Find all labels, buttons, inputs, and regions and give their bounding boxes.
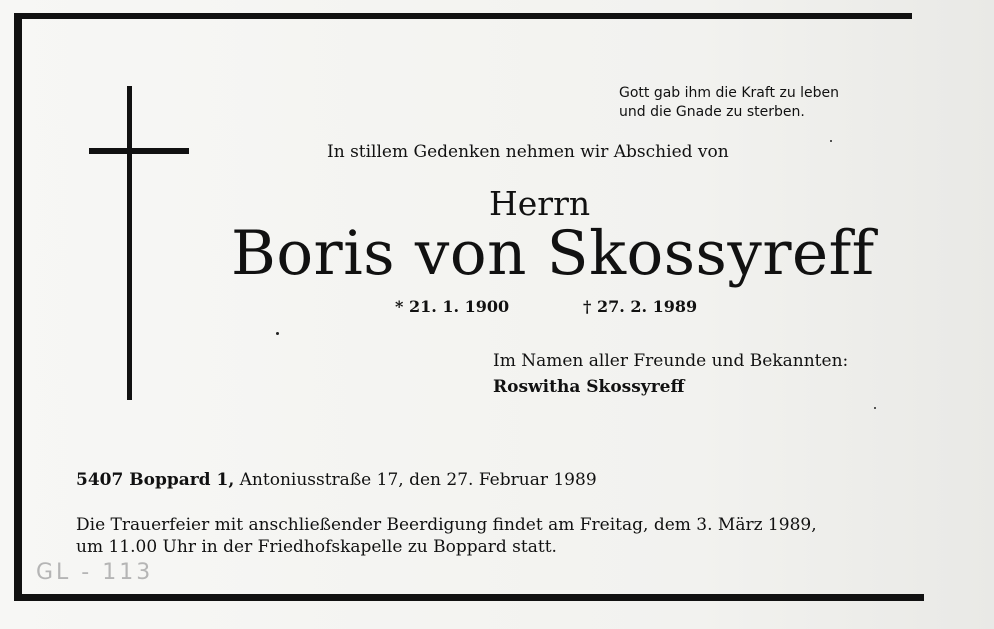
border-bottom xyxy=(14,594,924,601)
funeral-service-text xyxy=(76,514,817,558)
address-rest: Antoniusstraße 17, den 27. Februar 1989 xyxy=(234,470,597,490)
death-date: † 27. 2. 1989 xyxy=(583,297,698,316)
pencil-reference-mark: GL - 113 xyxy=(36,560,154,585)
mourners-line: Im Namen aller Freunde und Bekannten: xyxy=(493,351,849,371)
salutation: Herrn xyxy=(489,184,591,223)
service-line-1: Die Trauerfeier mit anschließender Beerdigung findet am Freitag, dem 3. März 1989, xyxy=(76,515,817,535)
cross-bar xyxy=(89,148,189,154)
epitaph-quote: Gott gab ihm die Kraft zu leben und die Gnade zu sterben. xyxy=(619,85,840,120)
mourner-name: Roswitha Skossyreff xyxy=(493,377,685,397)
border-left xyxy=(14,13,22,601)
address-line xyxy=(76,470,597,490)
birth-date: * 21. 1. 1900 xyxy=(395,297,510,316)
service-line-2: um 11.00 Uhr in der Friedhofskapelle zu Boppard statt. xyxy=(76,537,557,557)
intro-line: In stillem Gedenken nehmen wir Abschied von xyxy=(327,142,729,162)
deceased-name: Boris von Skossyreff xyxy=(231,218,875,289)
cross-icon xyxy=(127,86,132,400)
ink-speck xyxy=(276,332,279,335)
ink-speck xyxy=(874,407,876,409)
border-top xyxy=(22,13,912,19)
ink-speck xyxy=(830,140,832,142)
address-city: 5407 Boppard 1, xyxy=(76,470,235,490)
